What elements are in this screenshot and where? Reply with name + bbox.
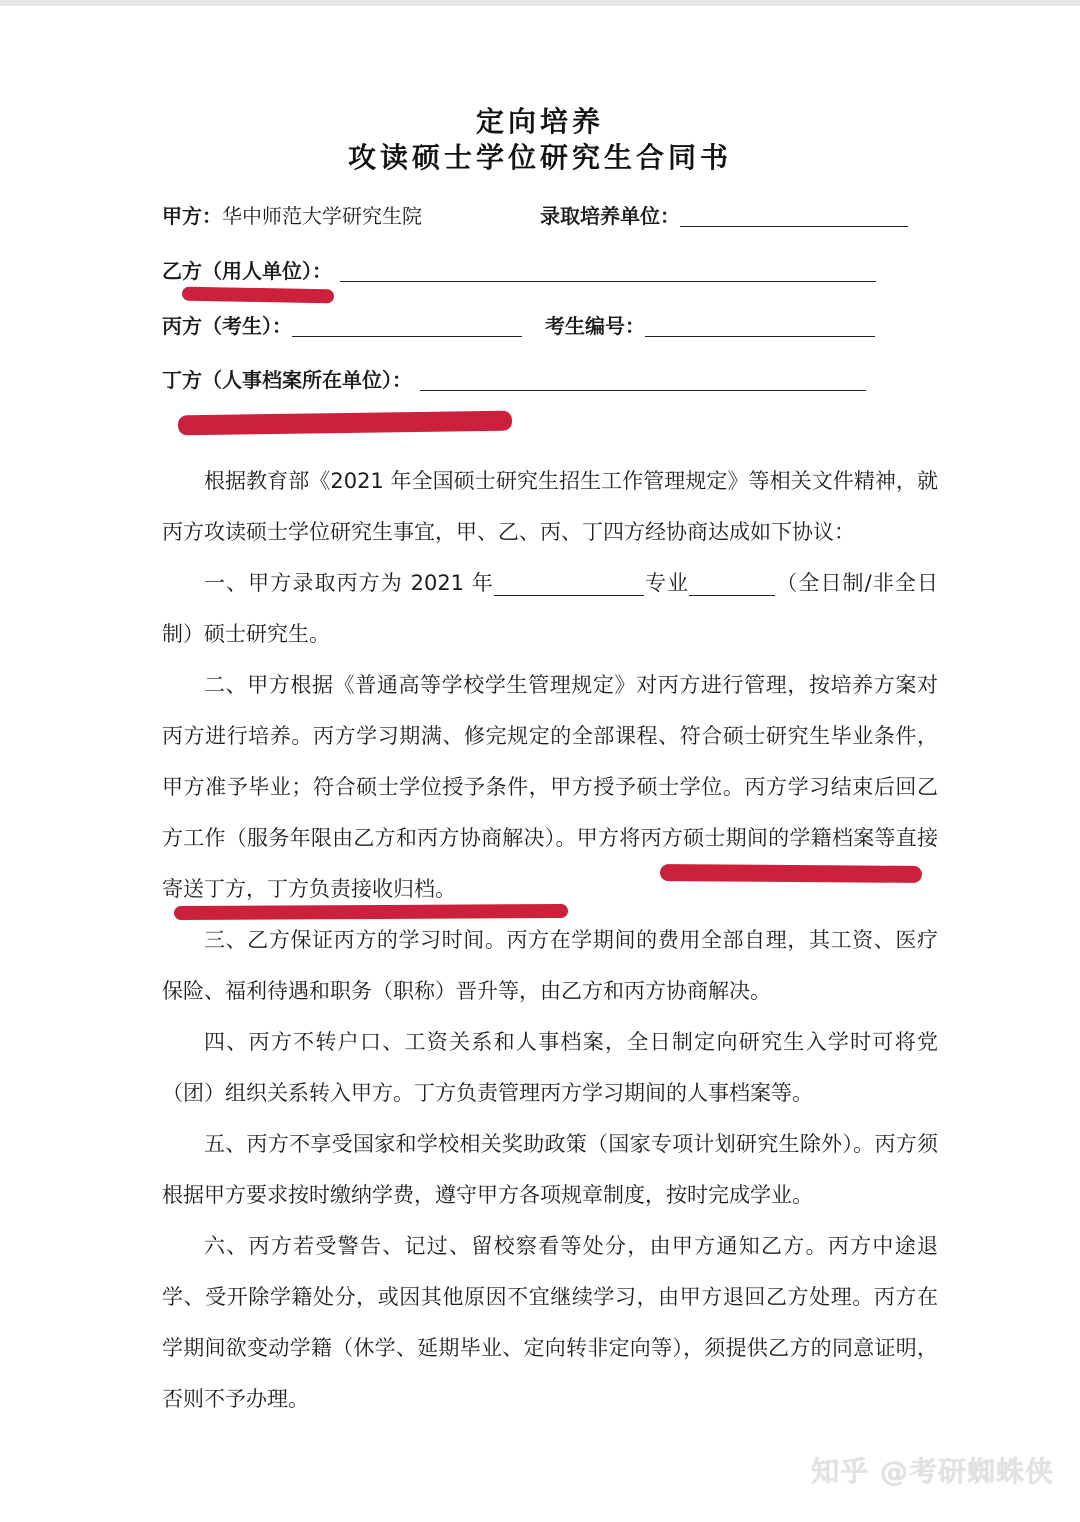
party-jia-label: 甲方： [162,204,222,228]
exam-number-blank[interactable] [645,314,875,337]
year-major-blank[interactable] [494,571,644,596]
contract-body [162,456,938,1425]
admission-unit-row [540,202,908,230]
study-mode-blank[interactable] [689,571,775,596]
party-jia-row [162,202,422,230]
top-border [0,0,1080,6]
admission-unit-label: 录取培养单位： [540,204,680,228]
admission-unit-blank[interactable] [680,204,908,227]
clause-1-part-c: （全日制/非全日制）硕士研究生。 [162,571,939,646]
party-ding-blank[interactable] [420,368,866,391]
red-highlight-archive-2 [174,904,568,920]
party-yi-label: 乙方（用人单位）： [162,259,332,283]
exam-number-row [545,312,875,340]
clause-1 [162,558,938,660]
clause-6: 六、丙方若受警告、记过、留校察看等处分，由甲方通知乙方。丙方中途退学、受开除学籍处分，或因其他原因不宜继续学习，由甲方退回乙方处理。丙方在学期间欲变动学籍（休学、延期毕业、定向转非定向等），须提供乙方的同意证明，否则不予办理。 [162,1234,938,1411]
party-ding-row [162,366,866,394]
party-bing-label: 丙方（考生）： [162,314,292,338]
watermark: 知乎 @考研蜘蛛侠 [811,1455,1054,1488]
red-highlight-archive-1 [660,864,922,883]
clause-3: 三、乙方保证丙方的学习时间。丙方在学期间的费用全部自理，其工资、医疗保险、福利待遇和职务（职称）晋升等，由乙方和丙方协商解决。 [162,928,938,1003]
exam-number-label: 考生编号： [545,314,645,338]
party-bing-blank[interactable] [292,314,522,337]
party-ding-label: 丁方（人事档案所在单位）： [162,368,412,392]
clause-5: 五、丙方不享受国家和学校相关奖助政策（国家专项计划研究生除外）。丙方须根据甲方要求按时缴纳学费，遵守甲方各项规章制度，按时完成学业。 [162,1132,938,1207]
party-bing-row [162,312,522,340]
clause-4: 四、丙方不转户口、工资关系和人事档案，全日制定向研究生入学时可将党（团）组织关系转入甲方。丁方负责管理丙方学习期间的人事档案等。 [162,1030,938,1105]
party-jia-value: 华中师范大学研究生院 [222,204,422,228]
red-highlight-ding [178,411,512,436]
clause-1-part-a: 一、甲方录取丙方为 2021 年 [204,571,494,595]
party-yi-row [162,257,876,285]
document-title-line1: 定向培养 [475,105,604,138]
red-highlight-yi [182,287,334,304]
intro-paragraph: 根据教育部《2021 年全国硕士研究生招生工作管理规定》等相关文件精神，就丙方攻读硕士学位研究生事宜，甲、乙、丙、丁四方经协商达成如下协议： [162,469,938,544]
party-yi-blank[interactable] [340,259,876,282]
clause-2: 二、甲方根据《普通高等学校学生管理规定》对丙方进行管理，按培养方案对丙方进行培养。丙方学习期满、修完规定的全部课程、符合硕士研究生毕业条件，甲方准予毕业；符合硕士学位授予条件，甲方授予硕士学位。丙方学习结束后回乙方工作（服务年限由乙方和丙方协商解决）。甲方将丙方硕士期间的学籍档案等直接寄送丁方，丁方负责接收归档。 [162,673,938,901]
document-title-line2: 攻读硕士学位研究生合同书 [347,141,732,174]
clause-1-part-b: 专业 [643,571,690,595]
